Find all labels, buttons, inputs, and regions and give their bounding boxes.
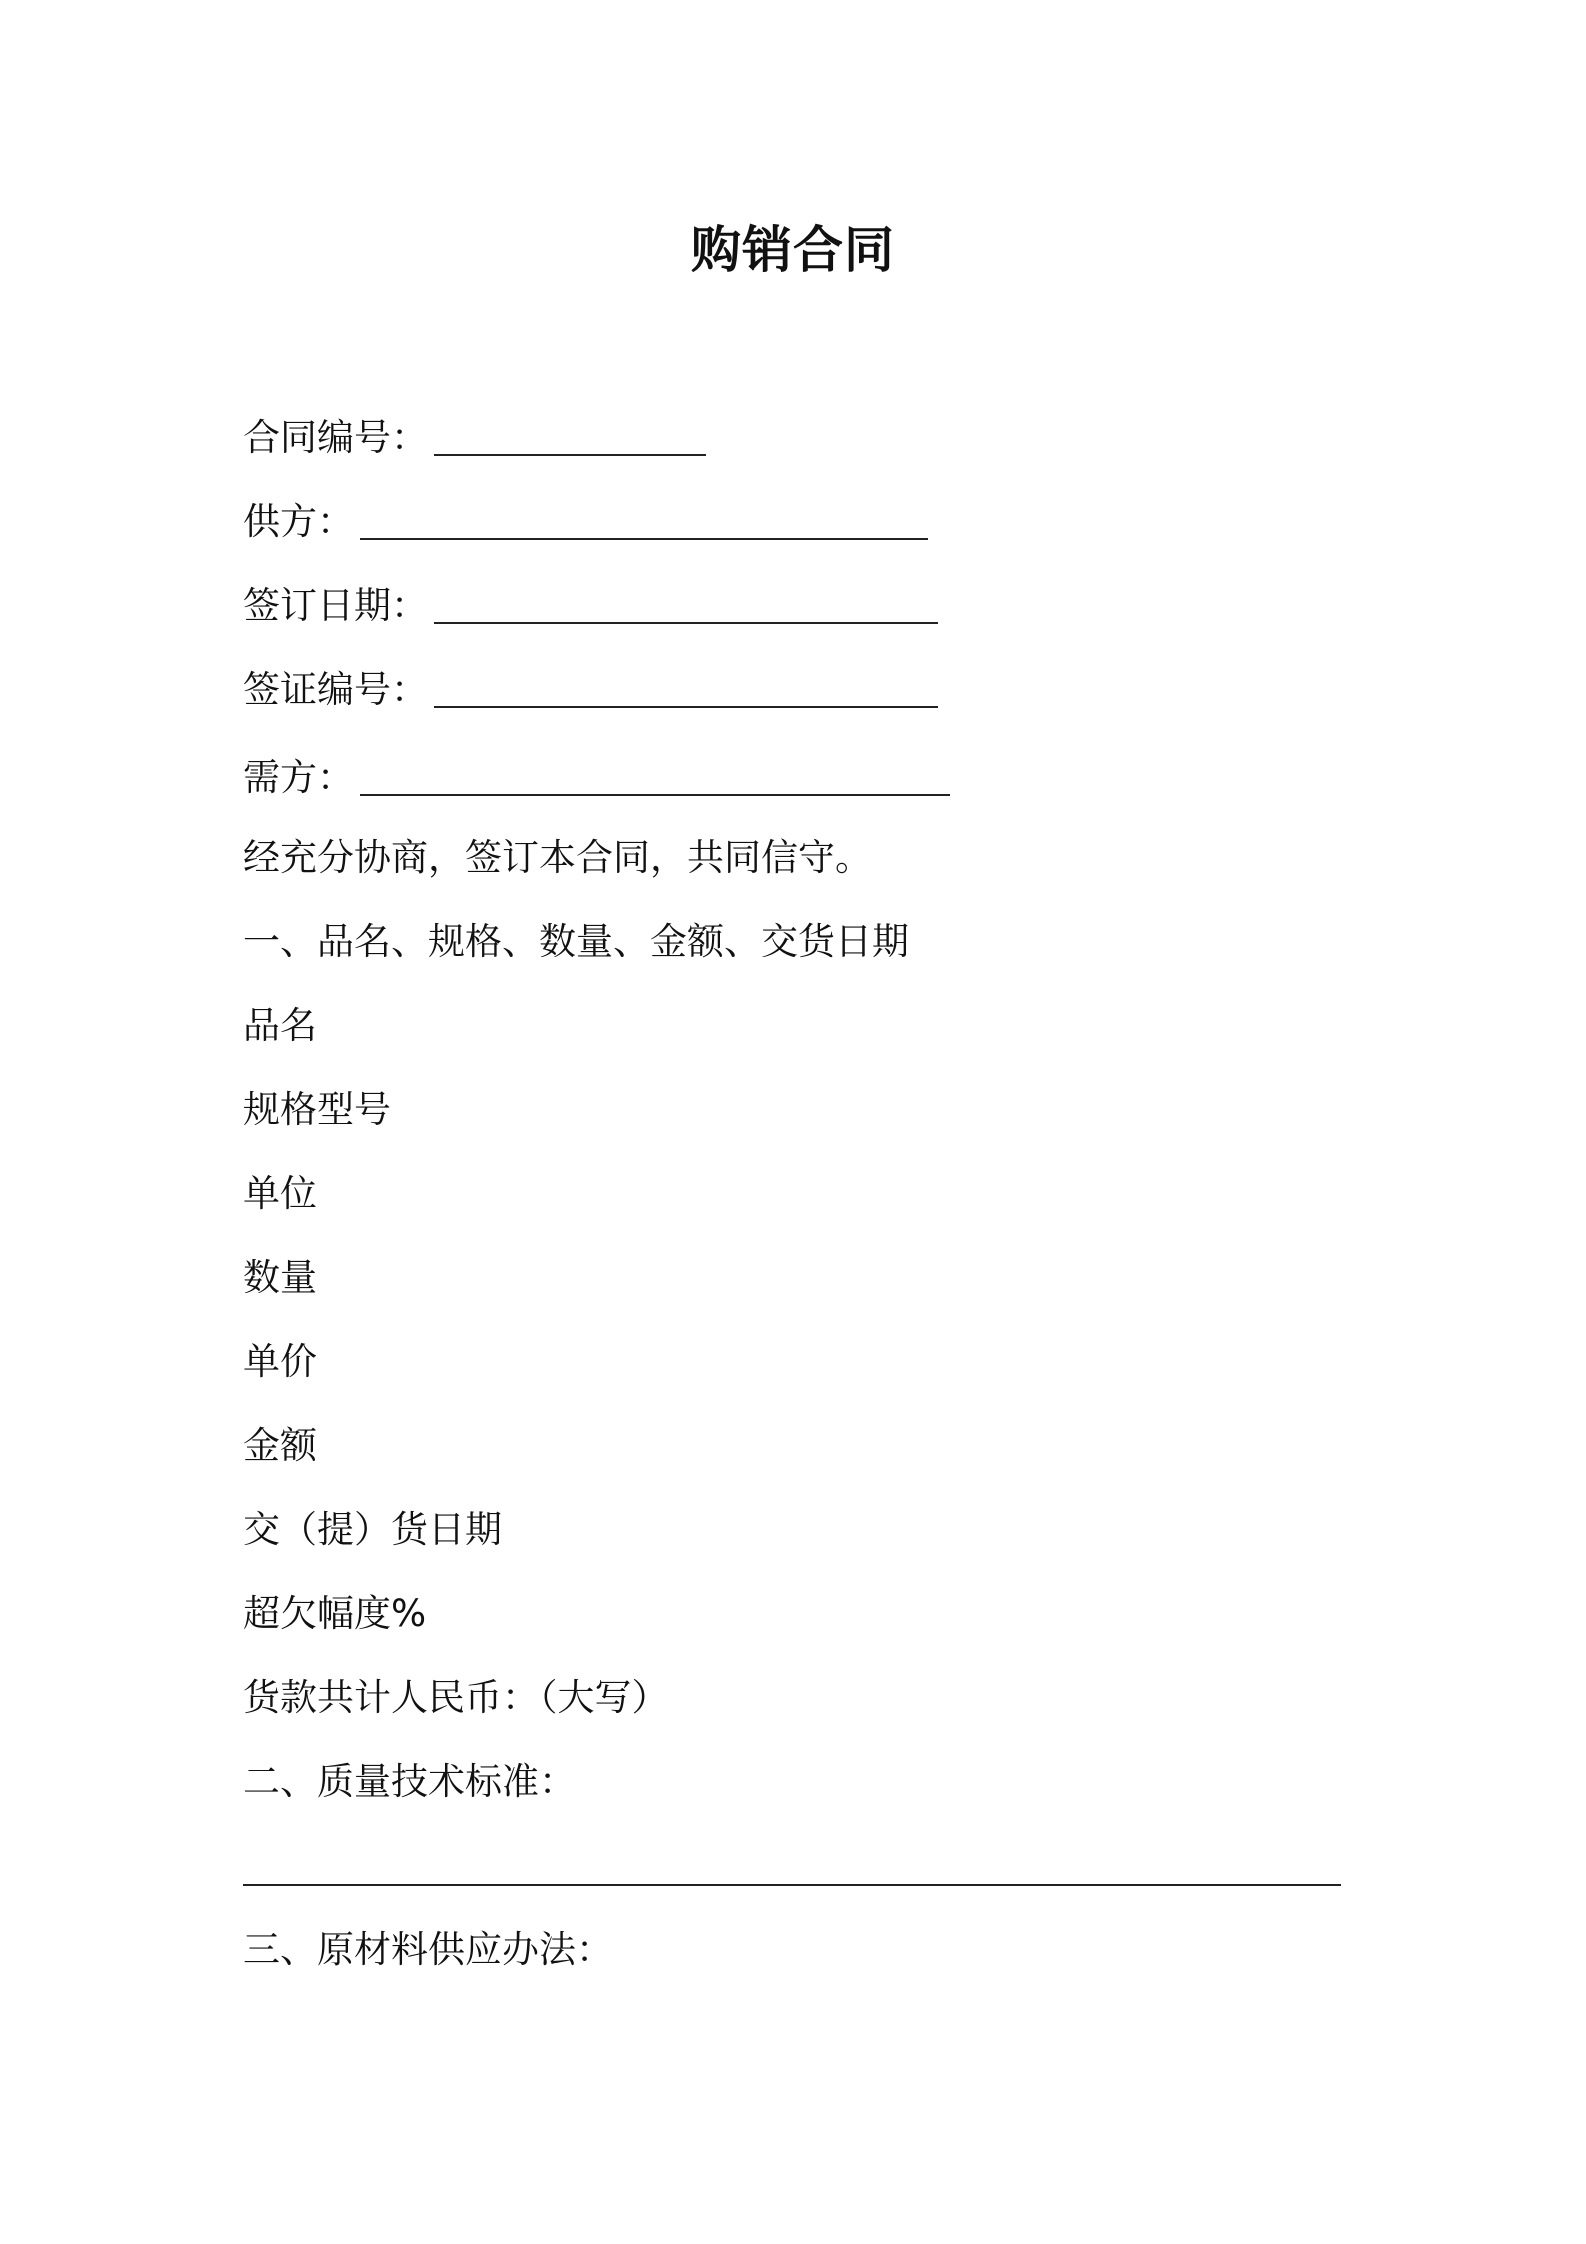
- sign-date-blank[interactable]: [434, 592, 938, 624]
- supplier-label: 供方：: [243, 500, 354, 543]
- section-3-heading: 三、原材料供应办法：: [243, 1928, 613, 1971]
- item-unit-price: 单价: [243, 1340, 317, 1383]
- item-tolerance: 超欠幅度%: [243, 1592, 427, 1635]
- item-specification: 规格型号: [243, 1088, 391, 1131]
- sign-date-label: 签订日期：: [243, 584, 428, 627]
- sign-date-line: [243, 582, 938, 630]
- quality-standard-blank[interactable]: [243, 1884, 1341, 1886]
- buyer-line: [243, 754, 950, 802]
- section-2-heading: 二、质量技术标准：: [243, 1760, 576, 1803]
- intro-text: 经充分协商，签订本合同，共同信守。: [243, 836, 872, 879]
- supplier-blank[interactable]: [360, 508, 928, 540]
- item-total-rmb: 货款共计人民币：（大写）: [243, 1676, 669, 1719]
- item-amount: 金额: [243, 1424, 317, 1467]
- visa-number-label: 签证编号：: [243, 668, 428, 711]
- item-delivery-date: 交（提）货日期: [243, 1508, 502, 1551]
- document-title: 购销合同: [691, 221, 895, 279]
- buyer-label: 需方：: [243, 756, 354, 799]
- supplier-line: [243, 498, 928, 546]
- buyer-blank[interactable]: [360, 764, 950, 796]
- item-product-name: 品名: [243, 1004, 317, 1047]
- section-1-heading: 一、品名、规格、数量、金额、交货日期: [243, 920, 909, 963]
- visa-number-blank[interactable]: [434, 676, 938, 708]
- contract-number-blank[interactable]: [434, 424, 706, 456]
- item-quantity: 数量: [243, 1256, 317, 1299]
- item-unit: 单位: [243, 1172, 317, 1215]
- contract-number-line: [243, 414, 706, 462]
- visa-number-line: [243, 666, 938, 714]
- contract-number-label: 合同编号：: [243, 416, 428, 459]
